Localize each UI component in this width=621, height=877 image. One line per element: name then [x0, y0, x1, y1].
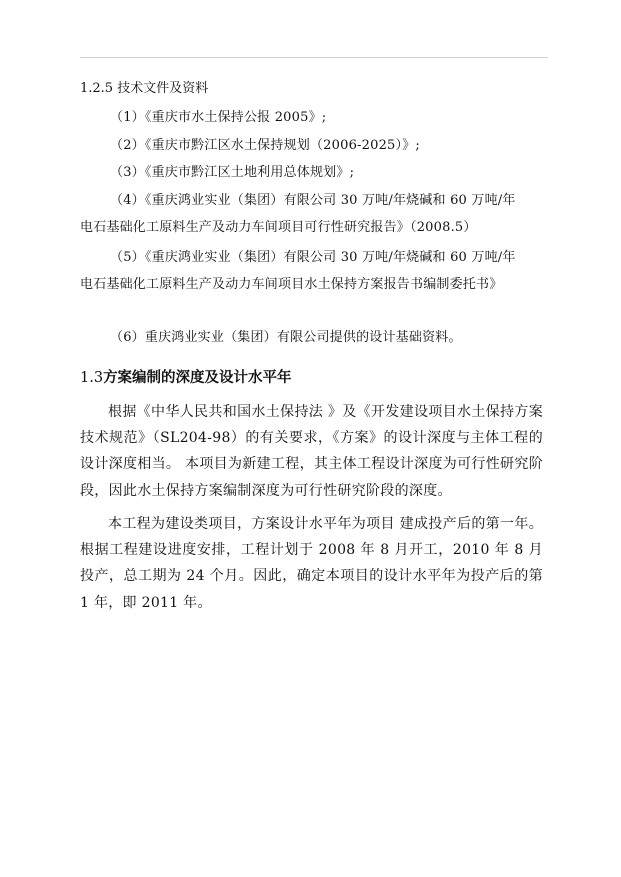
reference-item-3: （3）《重庆市黔江区土地利用总体规划》; [110, 165, 355, 180]
depth-paragraph: 根据《中华人民共和国水土保持法 》及《开发建设项目水土保持方案技术规范》（SL204-98）的有关要求，《方案》的设计深度与主体工程的设计深度相当。 本项目为新建工程，其主体工程设计深度为可行性研究阶段，因此水土保持方案编制深度为可行性研究阶段的深度。 [80, 404, 543, 499]
reference-item-1: （1）《重庆市水土保持公报 2005》; [110, 110, 327, 125]
section-1-3-number: 1.3 [80, 370, 104, 386]
reference-item-5-line-2: 电石基础化工原料生产及动力车间项目水土保持方案报告书编制委托书》 [80, 277, 503, 292]
header-rule [80, 57, 548, 58]
reference-item-4-line-2: 电石基础化工原料生产及动力车间项目可行性研究报告》（2008.5） [80, 220, 477, 235]
section-1-3-title: 方案编制的深度及设计水平年 [103, 370, 292, 386]
reference-item-2: （2）《重庆市黔江区水土保持规划（2006-2025）》; [110, 138, 421, 153]
section-1-3-heading [80, 366, 292, 387]
reference-item-4-line-1: （4）《重庆鸿业实业（集团）有限公司 30 万吨/年烧碱和 60 万吨/年 [110, 193, 516, 208]
section-1-2-5-title: 1.2.5 技术文件及资料 [80, 81, 209, 96]
design-year-paragraph: 本工程为建设类项目，方案设计水平年为项目 建成投产后的第一年。根据工程建设进度安排，工程计划于 2008 年 8 月开工，2010 年 8 月投产，总工期为 24 个月。因此，确定本项目的设计水平年为投产后的第 1 年，即 2011 年。 [80, 516, 543, 611]
reference-item-5-line-1: （5）《重庆鸿业实业（集团）有限公司 30 万吨/年烧碱和 60 万吨/年 [110, 250, 516, 265]
reference-item-6: （6）重庆鸿业实业（集团）有限公司提供的设计基础资料。 [110, 330, 462, 345]
